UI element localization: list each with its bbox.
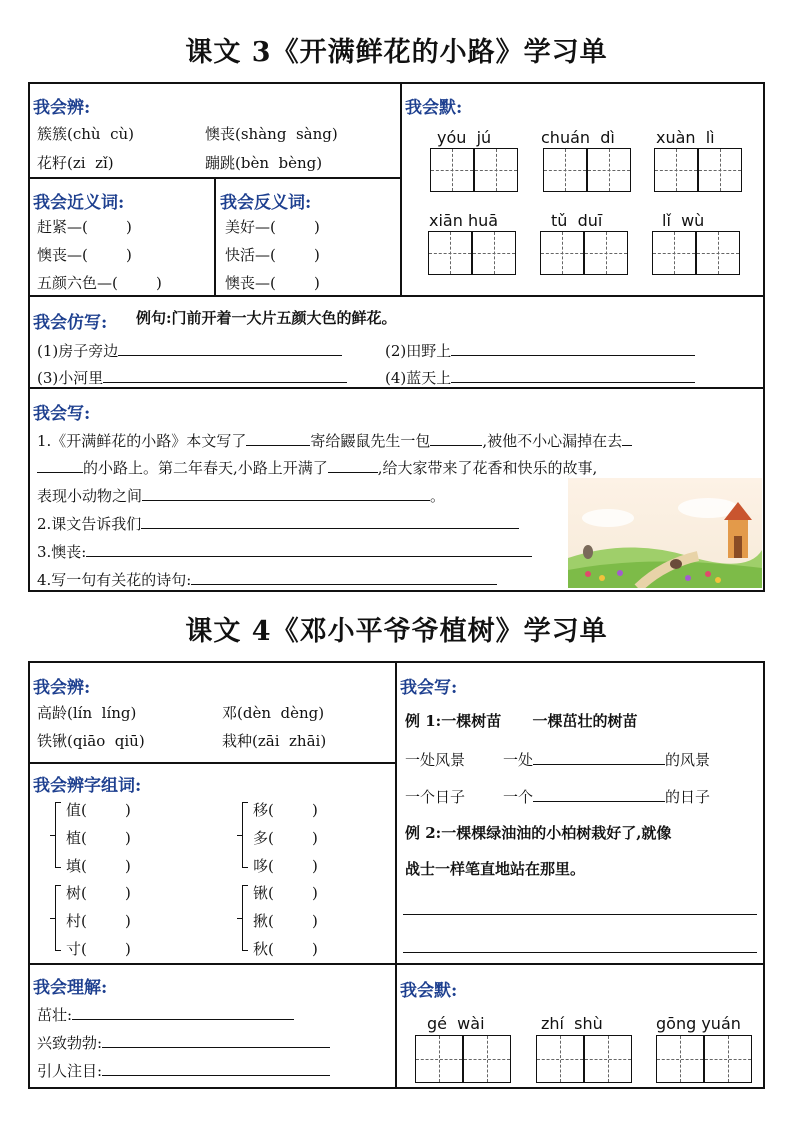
l3-distinguish-heading: 我会辨: bbox=[33, 98, 91, 118]
l3-write-box[interactable] bbox=[472, 231, 516, 275]
l3-write-box[interactable] bbox=[430, 148, 474, 192]
l4-pinyin: gōng yuán bbox=[656, 1014, 741, 1033]
l3-pinyin: lǐ wù bbox=[662, 211, 705, 230]
l4-group-item: 锹( ) bbox=[253, 884, 318, 902]
l4-understand-item: 茁壮: bbox=[37, 1003, 294, 1025]
l4-distinguish-item: 铁锹(qiāo qiū) bbox=[37, 732, 145, 750]
answer-line[interactable] bbox=[403, 952, 757, 953]
l4-understand-heading: 我会理解: bbox=[33, 978, 108, 998]
l3-imitate-example: 例句:门前开着一大片五颜大色的鲜花。 bbox=[136, 309, 397, 327]
l3-write-box[interactable] bbox=[584, 231, 628, 275]
l4-write-line: 一个日子 一个 的日子 bbox=[405, 785, 710, 807]
l3-distinguish-item: 花籽(zi zǐ) bbox=[37, 154, 114, 172]
l3-pinyin: tǔ duī bbox=[551, 211, 603, 230]
l4-pinyin: zhí shù bbox=[541, 1014, 603, 1033]
l4-write-line: 一处风景 一处 的风景 bbox=[405, 748, 710, 770]
l3-imitate-item: (3)小河里 bbox=[37, 366, 347, 388]
l4-write-example2: 例 2:一棵棵绿油油的小柏树栽好了,就像 bbox=[405, 824, 672, 842]
l3-pinyin: xiān huā bbox=[429, 211, 499, 230]
l3-imitate-item: (1)房子旁边 bbox=[37, 339, 342, 361]
answer-line[interactable] bbox=[403, 914, 757, 915]
l3-pinyin: chuán dì bbox=[541, 128, 615, 147]
l3-synonym-item: 五颜六色—( ) bbox=[37, 274, 162, 292]
l3-antonym-item: 美好—( ) bbox=[225, 218, 320, 236]
l3-antonym-item: 懊丧—( ) bbox=[225, 274, 320, 292]
l3-dictation-heading: 我会默: bbox=[405, 98, 463, 118]
l3-write-line: 4.写一句有关花的诗句: bbox=[37, 568, 497, 590]
l4-write-heading: 我会写: bbox=[400, 678, 458, 698]
l4-groups-heading: 我会辨字组词: bbox=[33, 776, 142, 796]
l3-imitate-heading: 我会仿写: bbox=[33, 313, 108, 333]
l4-write-example1: 例 1:一棵树苗 一棵茁壮的树苗 bbox=[405, 712, 638, 730]
l3-write-box[interactable] bbox=[587, 148, 631, 192]
l4-write-box[interactable] bbox=[415, 1035, 463, 1083]
l4-group-item: 秋( ) bbox=[253, 940, 318, 958]
l3-write-heading: 我会写: bbox=[33, 404, 91, 424]
l4-dictation-heading: 我会默: bbox=[400, 981, 458, 1001]
l4-group-item: 移( ) bbox=[253, 801, 318, 819]
l4-write-box[interactable] bbox=[536, 1035, 584, 1083]
l4-distinguish-heading: 我会辨: bbox=[33, 678, 91, 698]
flower-path-illustration bbox=[568, 478, 762, 588]
l4-write-box[interactable] bbox=[463, 1035, 511, 1083]
lesson4-title: 课文 4《邓小平爷爷植树》学习单 bbox=[185, 616, 608, 647]
l3-write-box[interactable] bbox=[652, 231, 696, 275]
l3-write-line: 3.懊丧: bbox=[37, 540, 532, 562]
brace bbox=[242, 802, 248, 868]
l3-write-box[interactable] bbox=[698, 148, 742, 192]
l3-pinyin: yóu jú bbox=[437, 128, 492, 147]
l3-write-line: 2.课文告诉我们 bbox=[37, 512, 519, 534]
l3-write-box[interactable] bbox=[540, 231, 584, 275]
l4-group-item: 多( ) bbox=[253, 829, 318, 847]
l4-distinguish-item: 栽种(zāi zhāi) bbox=[222, 732, 327, 750]
brace bbox=[55, 802, 61, 868]
l4-write-box[interactable] bbox=[704, 1035, 752, 1083]
l3-write-box[interactable] bbox=[474, 148, 518, 192]
l3-write-line: 的小路上。第二年春天,小路上开满了 ,给大家带来了花香和快乐的故事, bbox=[37, 456, 597, 478]
l3-antonym-item: 快活—( ) bbox=[225, 246, 320, 264]
l3-synonyms-heading: 我会近义词: bbox=[33, 193, 125, 213]
l4-group-item: 植( ) bbox=[66, 829, 131, 847]
brace bbox=[242, 885, 248, 951]
l4-understand-item: 引人注目: bbox=[37, 1059, 330, 1081]
l4-group-item: 填( ) bbox=[66, 857, 131, 875]
l4-group-item: 揪( ) bbox=[253, 912, 318, 930]
l3-distinguish-item: 簇簇(chù cù) bbox=[37, 125, 135, 143]
l4-write-box[interactable] bbox=[584, 1035, 632, 1083]
l3-distinguish-item: 蹦跳(bèn bèng) bbox=[205, 154, 323, 172]
l3-imitate-item: (4)蓝天上 bbox=[385, 366, 695, 388]
l3-write-box[interactable] bbox=[543, 148, 587, 192]
l4-group-item: 树( ) bbox=[66, 884, 131, 902]
l4-group-item: 哆( ) bbox=[253, 857, 318, 875]
brace bbox=[55, 885, 61, 951]
l3-distinguish-item: 懊丧(shàng sàng) bbox=[205, 125, 338, 143]
l3-imitate-item: (2)田野上 bbox=[385, 339, 695, 361]
l4-group-item: 村( ) bbox=[66, 912, 131, 930]
l3-synonym-item: 懊丧—( ) bbox=[37, 246, 132, 264]
lesson3-title: 课文 3《开满鲜花的小路》学习单 bbox=[185, 37, 608, 68]
l4-write-example2: 战士一样笔直地站在那里。 bbox=[405, 860, 586, 878]
l4-distinguish-item: 邓(dèn dèng) bbox=[222, 704, 325, 722]
l3-pinyin: xuàn lì bbox=[656, 128, 715, 147]
l3-write-line: 表现小动物之间 。 bbox=[37, 484, 445, 506]
l4-pinyin: gé wài bbox=[427, 1014, 485, 1033]
l3-synonym-item: 赶紧—( ) bbox=[37, 218, 132, 236]
l4-group-item: 值( ) bbox=[66, 801, 131, 819]
l3-write-line: 1.《开满鲜花的小路》本文写了 寄给鼹鼠先生一包 ,被他不小心漏掉在去 bbox=[37, 429, 632, 451]
l4-group-item: 寸( ) bbox=[66, 940, 131, 958]
l4-distinguish-item: 高龄(lín líng) bbox=[37, 704, 137, 722]
l3-write-box[interactable] bbox=[696, 231, 740, 275]
l3-write-box[interactable] bbox=[428, 231, 472, 275]
l3-write-box[interactable] bbox=[654, 148, 698, 192]
l4-understand-item: 兴致勃勃: bbox=[37, 1031, 330, 1053]
l3-antonyms-heading: 我会反义词: bbox=[220, 193, 312, 213]
l4-write-box[interactable] bbox=[656, 1035, 704, 1083]
